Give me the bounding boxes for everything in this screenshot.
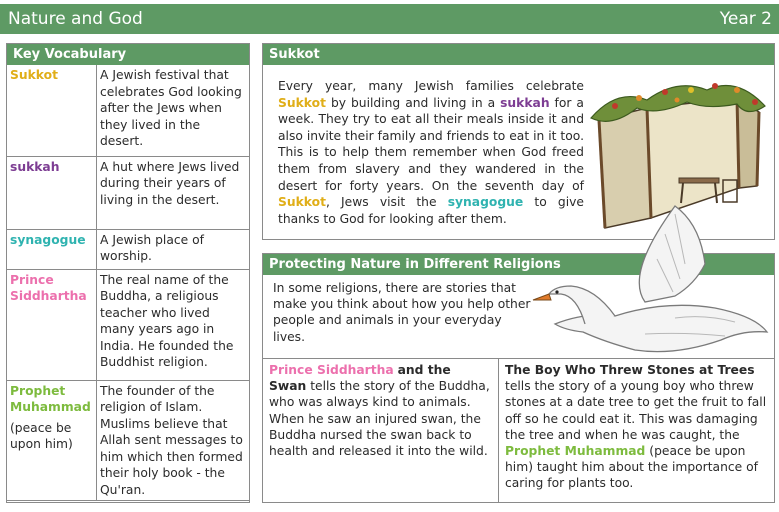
highlight-sukkot: Sukkot <box>278 195 326 210</box>
text-run: Every year, many Jewish families celebrate <box>278 79 584 93</box>
term-prophet-muhammad: Prophet Muhammad <box>10 383 91 414</box>
intro-paragraph: In some religions, there are stories that make you think about how you help other people and animals in your everyday lives. <box>273 281 531 344</box>
vocabulary-heading: Key Vocabulary <box>7 44 249 65</box>
story-siddhartha <box>263 359 499 503</box>
text-run: for a week. They try to eat all their meals inside it and also invite their family and friends to eat in it too. This is to help them remember when God freed them from slavery and they wandered in the desert for forty years. On the seventh day of <box>278 95 584 193</box>
definition-cell: A Jewish festival that celebrates God looking after the Jews when they lived in the desert. <box>97 65 250 156</box>
highlight-synagogue: synagogue <box>447 195 524 210</box>
term-cell <box>7 229 97 269</box>
story-body: tells the story of the Buddha, who was always kind to animals. When he saw an injured swan, the Buddha nursed the swan back to health and released it into the wild. <box>269 379 490 459</box>
vocabulary-panel <box>6 43 250 503</box>
protecting-nature-panel <box>262 253 775 503</box>
story-body: tells the story of a young boy who threw stones at a date tree to get the fruit to fall off so he could eat it. This was damaging the tree and when he was caught, the <box>505 379 767 442</box>
sukkot-heading: Sukkot <box>263 44 774 65</box>
definition-cell: A Jewish place of worship. <box>97 229 250 269</box>
story-title: The Boy Who Threw Stones at Trees <box>505 363 755 377</box>
story-body: (peace be upon him) taught him about the importance of caring for plants too. <box>505 444 758 491</box>
title-banner <box>0 4 779 34</box>
story-title: and the Swan <box>269 363 451 394</box>
vocabulary-table <box>7 65 249 501</box>
table-row <box>7 229 249 269</box>
term-cell <box>7 65 97 156</box>
term-prince-siddhartha: Prince Siddhartha <box>10 272 87 303</box>
table-row <box>7 269 249 380</box>
page-title: Nature and God <box>8 9 143 29</box>
protecting-nature-heading: Protecting Nature in Different Religions <box>263 254 774 275</box>
story-name-siddhartha: Prince Siddhartha <box>269 363 394 377</box>
story-boy-stones <box>499 359 774 503</box>
term-note: (peace be upon him) <box>10 420 73 451</box>
swan-illustration <box>525 204 775 364</box>
definition-cell: A hut where Jews lived during their years of living in the desert. <box>97 156 250 229</box>
text-run: , Jews visit the <box>325 195 437 210</box>
term-cell <box>7 269 97 380</box>
table-row <box>7 65 249 156</box>
highlight-sukkah: sukkah <box>500 95 550 110</box>
text-run: to give thanks to God for looking after them. <box>278 195 584 226</box>
year-label: Year 2 <box>719 9 772 29</box>
highlight-sukkot: Sukkot <box>278 95 326 110</box>
term-cell <box>7 380 97 501</box>
stories-row <box>263 358 774 503</box>
text-run: by building and living in a <box>330 95 496 110</box>
term-cell <box>7 156 97 229</box>
definition-cell: The real name of the Buddha, a religious teacher who lived many years ago in India. He founded the Buddhist religion. <box>97 269 250 380</box>
definition-cell: The founder of the religion of Islam. Muslims believe that Allah sent messages to him which then formed their holy book - the Qu'ran. <box>97 380 250 501</box>
term-sukkah: sukkah <box>10 159 60 174</box>
table-row <box>7 156 249 229</box>
story-name-muhammad: Prophet Muhammad <box>505 444 646 459</box>
term-sukkot: Sukkot <box>10 68 58 82</box>
table-row <box>7 380 249 501</box>
term-synagogue: synagogue <box>10 232 86 247</box>
